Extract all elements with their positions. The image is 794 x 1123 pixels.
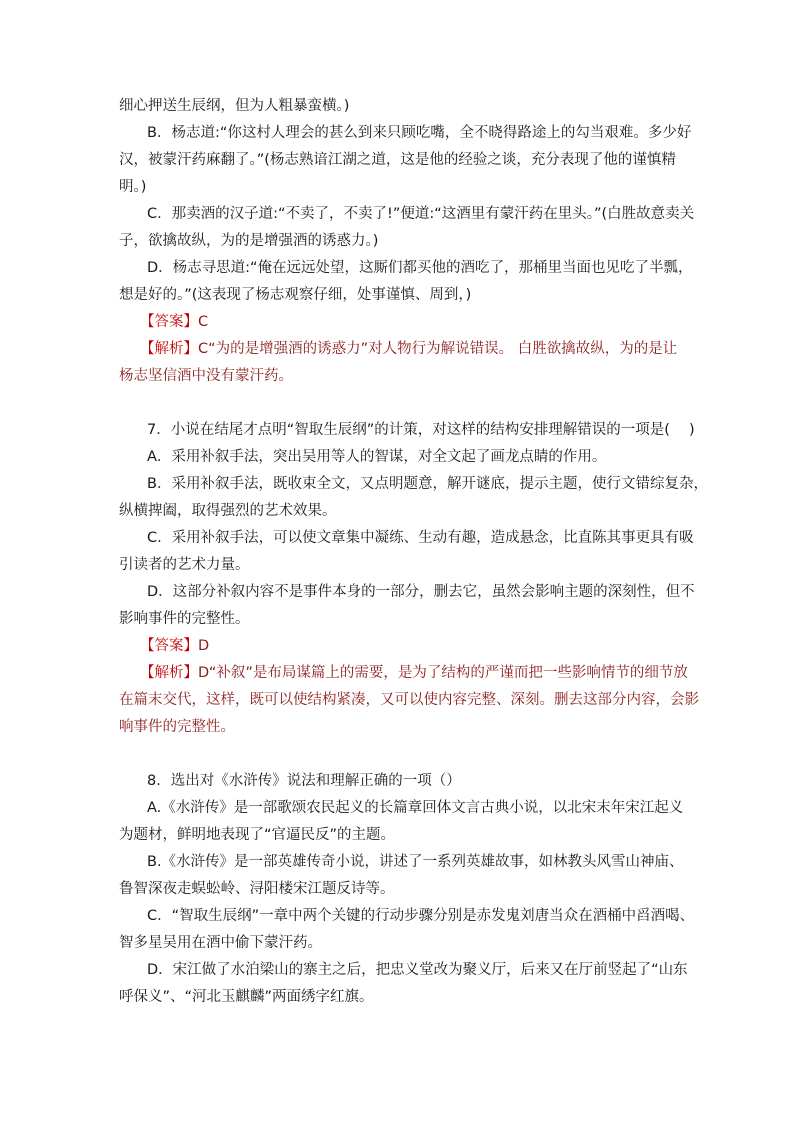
q6-option-c-line2: 子，欲擒故纵，为的是增强酒的诱惑力。) xyxy=(119,233,379,249)
q6-option-b-line2: 汉，被蒙汗药麻翻了。”(杨志熟谙江湖之道，这是他的经验之谈，充分表现了他的谨慎精 xyxy=(119,152,676,168)
q8-option-d-line1: D．宋江做了水泊梁山的寨主之后，把忠义堂改为聚义厅，后来又在厅前竖起了“山东 xyxy=(147,962,688,978)
q6-option-d-line1: D．杨志寻思道:“俺在远远处望，这厮们都买他的酒吃了，那桶里当面也见吃了半瓢， xyxy=(147,260,693,276)
q7-answer xyxy=(140,636,209,656)
q6-analysis-text: C“为的是增强酒的诱惑力”对人物行为解说错误。 白胜欲擒故纵，为的是让 xyxy=(198,341,678,357)
q7-option-c-line2: 引读者的艺术力量。 xyxy=(119,557,250,573)
q8-stem: 8．选出对《水浒传》说法和理解正确的一项（） xyxy=(147,773,461,789)
q6-answer-tag: 【答案】 xyxy=(140,314,198,330)
q8-option-a-line2: 为题材，鲜明地表现了“官逼民反”的主题。 xyxy=(119,827,396,843)
q7-option-d-line1: D．这部分补叙内容不是事件本身的一部分，删去它，虽然会影响主题的深刻性，但不 xyxy=(147,584,695,600)
q8-option-c-line1: C．“智取生辰纲”一章中两个关键的行动步骤分别是赤发鬼刘唐当众在酒桶中舀酒喝、 xyxy=(147,908,695,924)
q7-option-b-line1: B．采用补叙手法，既收束全文，又点明题意，解开谜底，提示主题，使行文错综复杂， xyxy=(147,476,708,492)
q7-analysis-tag: 【解析】 xyxy=(140,665,198,681)
q8-option-b-line2: 鲁智深夜走蜈蚣岭、浔阳楼宋江题反诗等。 xyxy=(119,881,395,897)
q7-answer-value: D xyxy=(198,638,210,654)
q7-answer-tag: 【答案】 xyxy=(140,638,198,654)
q6-option-d-line2: 想是好的。”(这表现了杨志观察仔细，处事谨慎、周到，) xyxy=(119,287,472,303)
q6-option-a-tail: 细心押送生辰纲，但为人粗暴蛮横。) xyxy=(119,98,350,114)
q7-option-c-line1: C．采用补叙手法，可以使文章集中凝练、生动有趣，造成悬念，比直陈其事更具有吸 xyxy=(147,530,694,546)
q6-option-b-line3: 明。) xyxy=(119,179,147,195)
q7-option-a: A．采用补叙手法，突出吴用等人的智谋，对全文起了画龙点睛的作用。 xyxy=(147,449,607,465)
q6-analysis-tag: 【解析】 xyxy=(140,341,198,357)
q7-analysis-line3: 响事件的完整性。 xyxy=(119,719,235,735)
q7-option-b-line2: 纵横捭阖，取得强烈的艺术效果。 xyxy=(119,503,337,519)
q8-option-a-line1: A.《水浒传》是一部歌颂农民起义的长篇章回体文言古典小说，以北宋末年宋江起义 xyxy=(147,800,684,816)
q7-analysis-text: D“补叙”是布局谋篇上的需要，是为了结构的严谨而把一些影响情节的细节放 xyxy=(198,665,688,681)
q6-option-c-line1: C．那卖酒的汉子道:“不卖了，不卖了!”便道:“这酒里有蒙汗药在里头。”(白胜故意卖关 xyxy=(147,206,695,222)
q7-stem: 7．小说在结尾才点明“智取生辰纲”的计策，对这样的结构安排理解错误的一项是( ) xyxy=(147,422,695,438)
q8-option-c-line2: 智多星吴用在酒中偷下蒙汗药。 xyxy=(119,935,322,951)
q8-option-d-line2: 呼保义”、“河北玉麒麟”两面绣字红旗。 xyxy=(119,989,374,1005)
q7-option-d-line2: 影响事件的完整性。 xyxy=(119,611,250,627)
q8-option-b-line1: B.《水浒传》是一部英雄传奇小说，讲述了一系列英雄故事，如林教头风雪山神庙、 xyxy=(147,854,684,870)
q6-analysis-line2: 杨志坚信酒中没有蒙汗药。 xyxy=(119,368,293,384)
q6-analysis-line1 xyxy=(140,339,677,359)
q6-option-b-line1: B．杨志道:“你这村人理会的甚么到来只顾吃嘴，全不晓得路途上的勾当艰难。多少好 xyxy=(147,125,692,141)
q7-analysis-line1 xyxy=(140,663,688,683)
q6-answer xyxy=(140,312,208,332)
q7-analysis-line2: 在篇末交代，这样，既可以使结构紧凑，又可以使内容完整、深刻。删去这部分内容，会影 xyxy=(119,692,699,708)
q6-answer-value: C xyxy=(198,314,209,330)
